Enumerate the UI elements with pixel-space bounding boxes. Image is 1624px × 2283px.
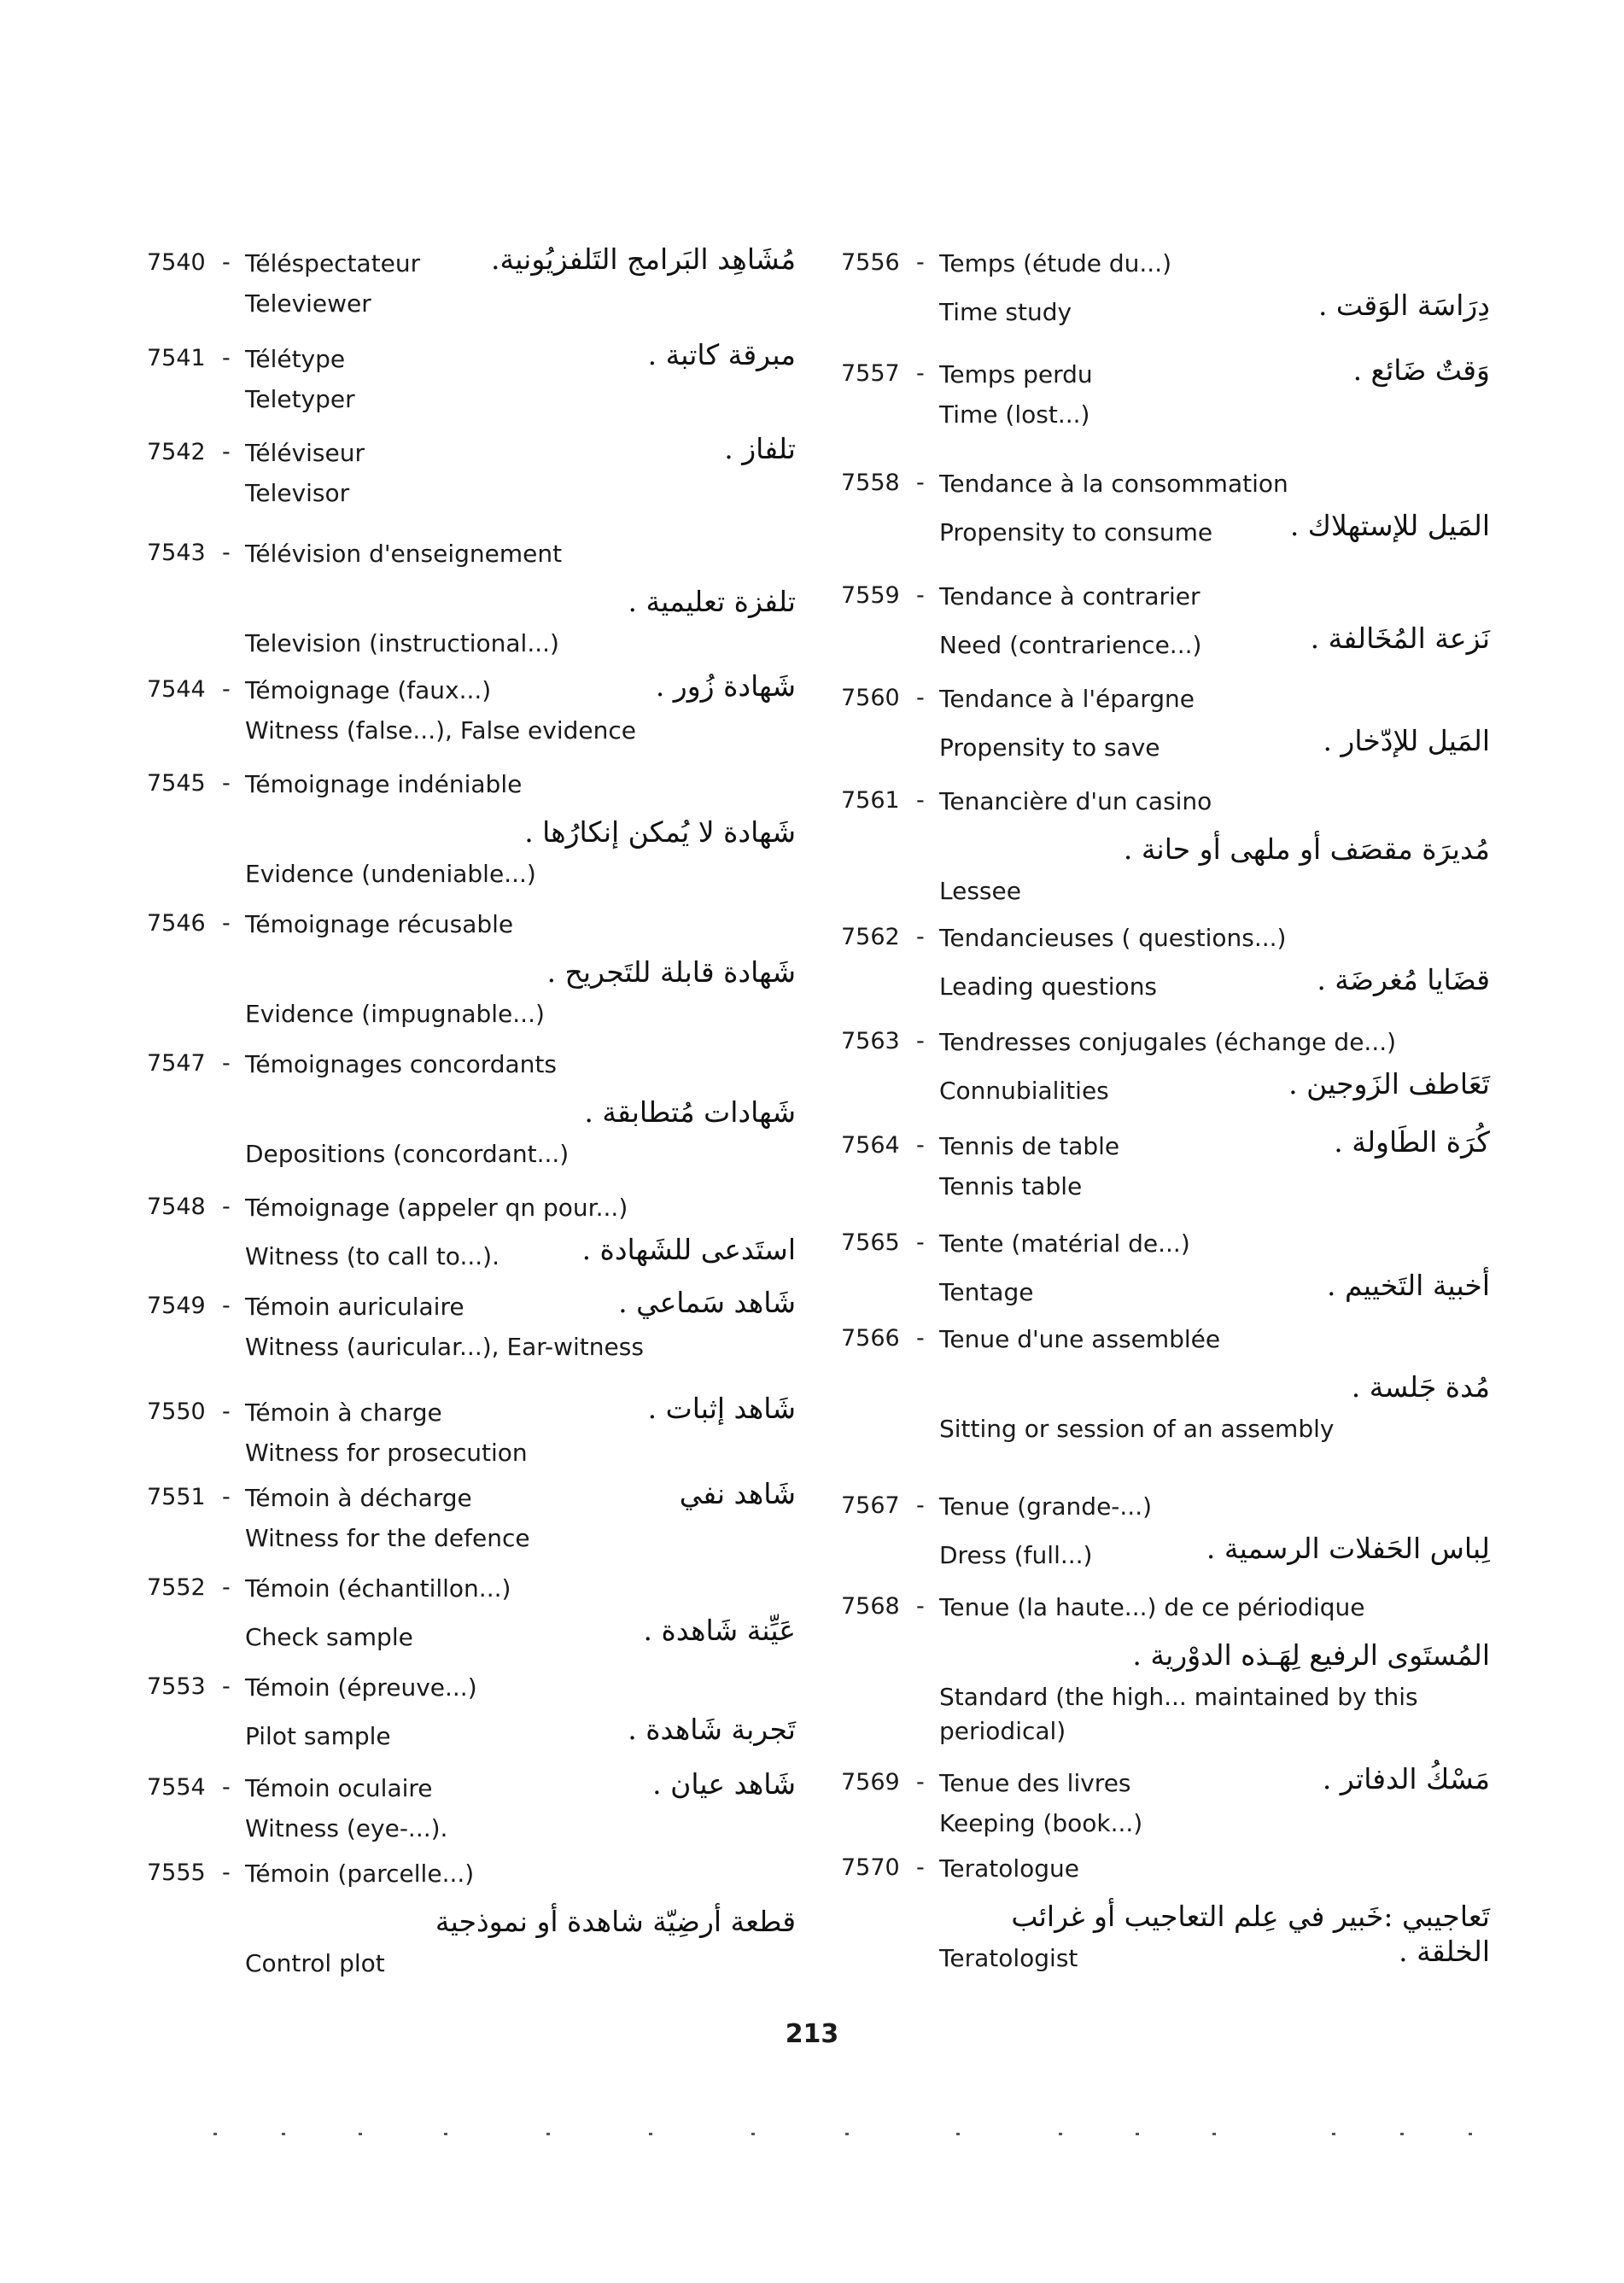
french-term: Teratologue bbox=[939, 1854, 1080, 1883]
entry-heading bbox=[841, 1854, 1490, 1892]
english-term: Witness (eye-...). bbox=[245, 1814, 448, 1842]
entry-number: 7555 bbox=[147, 1860, 206, 1886]
english-term: Propensity to save bbox=[939, 733, 1160, 762]
french-term: Témoin (parcelle...) bbox=[245, 1860, 475, 1888]
entry-heading bbox=[841, 1593, 1490, 1631]
french-term: Temps perdu bbox=[939, 360, 1093, 388]
entry-dash: - bbox=[222, 439, 231, 465]
english-line bbox=[841, 289, 1490, 333]
entry-heading bbox=[147, 1392, 796, 1436]
english-term: Televisor bbox=[245, 479, 350, 507]
english-term: Propensity to consume bbox=[939, 518, 1213, 546]
entry-heading bbox=[147, 1050, 796, 1088]
entry-heading bbox=[841, 582, 1490, 620]
french-term: Tendancieuses ( questions...) bbox=[939, 924, 1287, 952]
entry-heading bbox=[841, 1028, 1490, 1066]
arabic-term: مَسْكُ الدفاتر . bbox=[1322, 1762, 1490, 1795]
entry-number: 7546 bbox=[147, 910, 206, 937]
entry-heading bbox=[147, 1477, 796, 1521]
french-term: Témoignage récusable bbox=[245, 910, 514, 938]
english-term: Pilot sample bbox=[245, 1722, 391, 1750]
french-term: Témoignage indéniable bbox=[245, 770, 523, 798]
arabic-term: تلفاز . bbox=[724, 432, 796, 465]
french-term: Témoin auriculaire bbox=[245, 1293, 464, 1321]
dictionary-entry bbox=[147, 540, 796, 664]
entry-heading bbox=[147, 242, 796, 287]
scan-specks bbox=[0, 2133, 1624, 2140]
arabic-term: دِرَاسَة الوَقت . bbox=[1317, 289, 1490, 322]
french-term: Témoignage (appeler qn pour...) bbox=[245, 1194, 628, 1222]
english-term: Teratologist bbox=[939, 1944, 1078, 1972]
entry-number: 7541 bbox=[147, 345, 206, 371]
arabic-term: مُدة جَلسة . bbox=[1351, 1370, 1490, 1404]
scan-speck bbox=[359, 2133, 362, 2135]
arabic-term: تلفزة تعليمية . bbox=[628, 585, 796, 618]
english-term: Dress (full...) bbox=[939, 1541, 1093, 1569]
entry-number: 7549 bbox=[147, 1293, 206, 1319]
scan-speck bbox=[213, 2133, 217, 2135]
english-term: Depositions (concordant...) bbox=[245, 1140, 570, 1168]
dictionary-entry bbox=[147, 1477, 796, 1559]
english-line bbox=[841, 724, 1490, 768]
entry-heading bbox=[147, 338, 796, 382]
entry-heading bbox=[147, 432, 796, 476]
entry-number: 7568 bbox=[841, 1593, 900, 1620]
entry-dash: - bbox=[916, 470, 925, 496]
english-term: Witness for prosecution bbox=[245, 1439, 528, 1467]
entry-dash: - bbox=[222, 1194, 231, 1220]
entry-dash: - bbox=[916, 787, 925, 814]
english-term: Lessee bbox=[939, 877, 1021, 905]
english-line bbox=[841, 1067, 1490, 1112]
english-term: Witness (to call to...). bbox=[245, 1242, 499, 1270]
entry-number: 7566 bbox=[841, 1325, 900, 1352]
english-term: Witness (false...), False evidence bbox=[245, 716, 636, 744]
entry-heading bbox=[147, 770, 796, 808]
entry-heading bbox=[147, 1574, 796, 1612]
french-term: Témoignages concordants bbox=[245, 1050, 557, 1078]
entry-dash: - bbox=[222, 1484, 231, 1510]
entry-dash: - bbox=[916, 924, 925, 950]
english-term: Witness (auricular...), Ear-witness bbox=[245, 1333, 644, 1361]
entry-dash: - bbox=[916, 582, 925, 609]
english-term: Control plot bbox=[245, 1949, 385, 1977]
entry-dash: - bbox=[916, 1132, 925, 1159]
english-term: Connubialities bbox=[939, 1077, 1109, 1105]
arabic-term: المُستَوى الرفيع لِهَـذه الدوْرية . bbox=[1132, 1638, 1490, 1672]
entry-heading bbox=[841, 1325, 1490, 1363]
arabic-term: عَيِّنة شَاهدة . bbox=[643, 1614, 796, 1647]
entry-dash: - bbox=[916, 249, 925, 276]
french-term: Tenue des livres bbox=[939, 1769, 1131, 1797]
dictionary-entry bbox=[841, 787, 1490, 912]
entry-number: 7565 bbox=[841, 1229, 900, 1256]
scan-speck bbox=[1136, 2133, 1139, 2135]
arabic-term-continued: الخلقة . bbox=[1399, 1935, 1490, 1968]
entry-number: 7569 bbox=[841, 1769, 900, 1795]
dictionary-entry bbox=[841, 1028, 1490, 1112]
arabic-term: شَاهد إثبات . bbox=[647, 1392, 796, 1425]
entry-number: 7563 bbox=[841, 1028, 900, 1054]
entry-dash: - bbox=[222, 676, 231, 703]
dictionary-entry bbox=[841, 249, 1490, 333]
scan-speck bbox=[649, 2133, 652, 2135]
entry-dash: - bbox=[916, 1593, 925, 1620]
entry-heading bbox=[147, 1194, 796, 1231]
entry-number: 7562 bbox=[841, 924, 900, 950]
entry-number: 7557 bbox=[841, 360, 900, 387]
dictionary-entry bbox=[841, 1325, 1490, 1450]
english-term: Standard (the high... maintained by this periodical) bbox=[939, 1683, 1418, 1745]
english-term: Sitting or session of an assembly bbox=[939, 1415, 1335, 1443]
dictionary-entry bbox=[147, 1286, 796, 1368]
dictionary-entry bbox=[841, 1762, 1490, 1844]
scan-speck bbox=[1212, 2133, 1216, 2135]
scan-speck bbox=[956, 2133, 960, 2135]
french-term: Témoin à charge bbox=[245, 1398, 442, 1427]
dictionary-entry bbox=[841, 1854, 1490, 1979]
arabic-term: مبرقة كاتبة . bbox=[647, 338, 796, 371]
entry-dash: - bbox=[916, 360, 925, 387]
french-term: Tenue (la haute...) de ce périodique bbox=[939, 1593, 1365, 1621]
entry-dash: - bbox=[222, 1774, 231, 1801]
entry-dash: - bbox=[916, 685, 925, 711]
scan-speck bbox=[1400, 2133, 1404, 2135]
entry-number: 7540 bbox=[147, 249, 206, 276]
french-term: Télévision d'enseignement bbox=[245, 540, 563, 568]
english-term: Tennis table bbox=[939, 1172, 1083, 1200]
french-term: Tennis de table bbox=[939, 1132, 1120, 1160]
arabic-term: لِباس الحَفلات الرسمية . bbox=[1206, 1532, 1490, 1565]
scan-speck bbox=[1059, 2133, 1062, 2135]
dictionary-entry bbox=[147, 1574, 796, 1658]
entry-heading bbox=[147, 669, 796, 714]
english-line bbox=[147, 1233, 796, 1277]
entry-number: 7548 bbox=[147, 1194, 206, 1220]
entry-dash: - bbox=[916, 1229, 925, 1256]
arabic-term: مُديرَة مقصَف أو ملهى أو حانة . bbox=[1123, 832, 1490, 866]
arabic-term: شَهادة قابلة للتَجريح . bbox=[546, 955, 796, 989]
entry-number: 7542 bbox=[147, 439, 206, 465]
entry-number: 7556 bbox=[841, 249, 900, 276]
french-term: Témoin oculaire bbox=[245, 1774, 433, 1802]
entry-number: 7561 bbox=[841, 787, 900, 814]
dictionary-entry bbox=[147, 1673, 796, 1757]
scan-speck bbox=[1469, 2133, 1472, 2135]
entry-heading bbox=[841, 1492, 1490, 1530]
arabic-term: أخبية التَخييم . bbox=[1326, 1269, 1490, 1302]
entry-dash: - bbox=[222, 1574, 231, 1601]
scan-speck bbox=[444, 2133, 447, 2135]
english-term: Evidence (impugnable...) bbox=[245, 1000, 545, 1028]
entry-heading bbox=[147, 1767, 796, 1812]
arabic-term: مُشَاهِد البَرامج التَلفزيُونية. bbox=[491, 242, 796, 276]
dictionary-entry bbox=[147, 669, 796, 751]
french-term: Tenue d'une assemblée bbox=[939, 1325, 1221, 1353]
french-term: Tenue (grande-...) bbox=[939, 1492, 1153, 1521]
arabic-term: شَاهد عيان . bbox=[652, 1767, 796, 1801]
english-term: Leading questions bbox=[939, 972, 1158, 1001]
french-term: Temps (étude du...) bbox=[939, 249, 1172, 277]
arabic-term: استَدعى للشَهادة . bbox=[581, 1233, 796, 1266]
english-term: Televiewer bbox=[245, 289, 371, 318]
entry-number: 7570 bbox=[841, 1854, 900, 1881]
entry-number: 7567 bbox=[841, 1492, 900, 1519]
french-term: Témoin (épreuve...) bbox=[245, 1673, 477, 1702]
dictionary-entry bbox=[147, 432, 796, 514]
arabic-term: شَهادة زُور . bbox=[655, 669, 796, 703]
french-term: Tente (matérial de...) bbox=[939, 1229, 1190, 1258]
entry-dash: - bbox=[222, 345, 231, 371]
dictionary-entry bbox=[841, 1125, 1490, 1207]
english-term: Witness for the defence bbox=[245, 1524, 530, 1552]
entry-heading bbox=[841, 1762, 1490, 1807]
dictionary-entry bbox=[147, 1050, 796, 1175]
english-term: Evidence (undeniable...) bbox=[245, 860, 536, 888]
english-term: Time study bbox=[939, 298, 1072, 326]
entry-dash: - bbox=[222, 770, 231, 797]
entry-dash: - bbox=[222, 910, 231, 937]
entry-heading bbox=[147, 910, 796, 948]
english-term: Check sample bbox=[245, 1623, 413, 1651]
dictionary-entry bbox=[147, 770, 796, 895]
dictionary-entry bbox=[147, 242, 796, 324]
english-term: Need (contrarience...) bbox=[939, 631, 1202, 659]
english-term: Television (instructional...) bbox=[245, 629, 559, 657]
english-line bbox=[147, 1614, 796, 1658]
entry-heading bbox=[841, 924, 1490, 961]
arabic-term: المَيل للإستهلاك . bbox=[1289, 509, 1490, 542]
french-term: Téléviseur bbox=[245, 439, 365, 467]
scan-speck bbox=[845, 2133, 849, 2135]
french-term: Télétype bbox=[245, 345, 346, 373]
arabic-term: شَهادات مُتطابقة . bbox=[584, 1095, 796, 1129]
dictionary-entry bbox=[147, 1194, 796, 1277]
entry-number: 7559 bbox=[841, 582, 900, 609]
entry-dash: - bbox=[222, 1398, 231, 1425]
french-term: Tendance à la consommation bbox=[939, 470, 1288, 498]
entry-heading bbox=[841, 685, 1490, 722]
scan-speck bbox=[546, 2133, 550, 2135]
dictionary-entry bbox=[841, 685, 1490, 768]
english-line bbox=[841, 1269, 1490, 1313]
dictionary-entry bbox=[841, 924, 1490, 1007]
french-term: Téléspectateur bbox=[245, 249, 421, 277]
entry-dash: - bbox=[916, 1769, 925, 1795]
entry-dash: - bbox=[222, 1050, 231, 1077]
entry-number: 7545 bbox=[147, 770, 206, 797]
french-term: Tendresses conjugales (échange de...) bbox=[939, 1028, 1397, 1056]
entry-heading bbox=[147, 1286, 796, 1330]
entry-number: 7564 bbox=[841, 1132, 900, 1159]
entry-heading bbox=[841, 353, 1490, 398]
french-term: Tenancière d'un casino bbox=[939, 787, 1212, 815]
entry-heading bbox=[147, 1673, 796, 1711]
english-line bbox=[147, 1713, 796, 1757]
entry-dash: - bbox=[222, 1293, 231, 1319]
english-term: Time (lost...) bbox=[939, 400, 1090, 429]
entry-number: 7543 bbox=[147, 540, 206, 566]
entry-number: 7544 bbox=[147, 676, 206, 703]
dictionary-entry bbox=[841, 1593, 1490, 1749]
dictionary-entry bbox=[841, 582, 1490, 666]
english-term: Keeping (book...) bbox=[939, 1809, 1143, 1837]
dictionary-entry bbox=[147, 1860, 796, 1984]
dictionary-entry bbox=[841, 1492, 1490, 1576]
dictionary-entry bbox=[147, 1767, 796, 1849]
entry-dash: - bbox=[222, 249, 231, 276]
dictionary-entry bbox=[147, 338, 796, 420]
entry-heading bbox=[841, 470, 1490, 507]
french-term: Tendance à contrarier bbox=[939, 582, 1200, 610]
entry-number: 7551 bbox=[147, 1484, 206, 1510]
english-line bbox=[841, 963, 1490, 1007]
entry-heading bbox=[841, 249, 1490, 287]
dictionary-entry bbox=[841, 1229, 1490, 1313]
french-term: Témoin à décharge bbox=[245, 1484, 472, 1512]
english-term: Tentage bbox=[939, 1278, 1034, 1306]
scan-speck bbox=[282, 2133, 285, 2135]
english-line bbox=[841, 622, 1490, 666]
page-number: 213 bbox=[785, 2019, 839, 2049]
french-term: Témoignage (faux...) bbox=[245, 676, 492, 704]
dictionary-entry bbox=[841, 470, 1490, 553]
entry-heading bbox=[147, 540, 796, 577]
arabic-term: شَاهد نفي bbox=[679, 1477, 796, 1510]
english-line bbox=[841, 1532, 1490, 1576]
entry-dash: - bbox=[916, 1492, 925, 1519]
entry-number: 7554 bbox=[147, 1774, 206, 1801]
entry-dash: - bbox=[916, 1854, 925, 1881]
french-term: Témoin (échantillon...) bbox=[245, 1574, 511, 1603]
arabic-term: كُرَة الطَاولة . bbox=[1334, 1125, 1490, 1159]
arabic-term: تَعَاطف الزَوجين . bbox=[1288, 1067, 1490, 1101]
entry-dash: - bbox=[916, 1028, 925, 1054]
dictionary-entry bbox=[147, 1392, 796, 1474]
arabic-term: قطعة أرضِيّة شاهدة أو نموذجية bbox=[435, 1905, 796, 1938]
arabic-term: نَزعة المُخَالفة . bbox=[1310, 622, 1490, 655]
arabic-term: وَقتٌ ضَائع . bbox=[1352, 353, 1490, 387]
english-line bbox=[841, 1935, 1490, 1979]
entry-number: 7550 bbox=[147, 1398, 206, 1425]
arabic-term: تَعاجيبي :خَبير في عِلم التعاجيب أو غرائب bbox=[1011, 1900, 1490, 1933]
entry-dash: - bbox=[222, 1860, 231, 1886]
entry-number: 7560 bbox=[841, 685, 900, 711]
entry-dash: - bbox=[222, 540, 231, 566]
entry-dash: - bbox=[222, 1673, 231, 1700]
arabic-term: شَهادة لا يُمكن إنكارُها . bbox=[524, 815, 796, 849]
entry-number: 7553 bbox=[147, 1673, 206, 1700]
french-term: Tendance à l'épargne bbox=[939, 685, 1195, 713]
arabic-term: قضَايا مُغرضَة . bbox=[1317, 963, 1490, 996]
entry-dash: - bbox=[916, 1325, 925, 1352]
entry-heading bbox=[841, 1229, 1490, 1267]
dictionary-entry bbox=[841, 353, 1490, 435]
entry-heading bbox=[841, 787, 1490, 825]
scan-speck bbox=[1332, 2133, 1335, 2135]
entry-heading bbox=[147, 1860, 796, 1897]
arabic-term: المَيل للإدّخار . bbox=[1323, 724, 1490, 757]
entry-number: 7558 bbox=[841, 470, 900, 496]
arabic-term: تَجربة شَاهدة . bbox=[628, 1713, 796, 1746]
entry-number: 7552 bbox=[147, 1574, 206, 1601]
english-term: Teletyper bbox=[245, 385, 355, 413]
entry-number: 7547 bbox=[147, 1050, 206, 1077]
dictionary-entry bbox=[147, 910, 796, 1035]
entry-heading bbox=[841, 1125, 1490, 1170]
scan-speck bbox=[751, 2133, 755, 2135]
arabic-term: شَاهد سَماعي . bbox=[618, 1286, 796, 1319]
english-line bbox=[841, 509, 1490, 553]
